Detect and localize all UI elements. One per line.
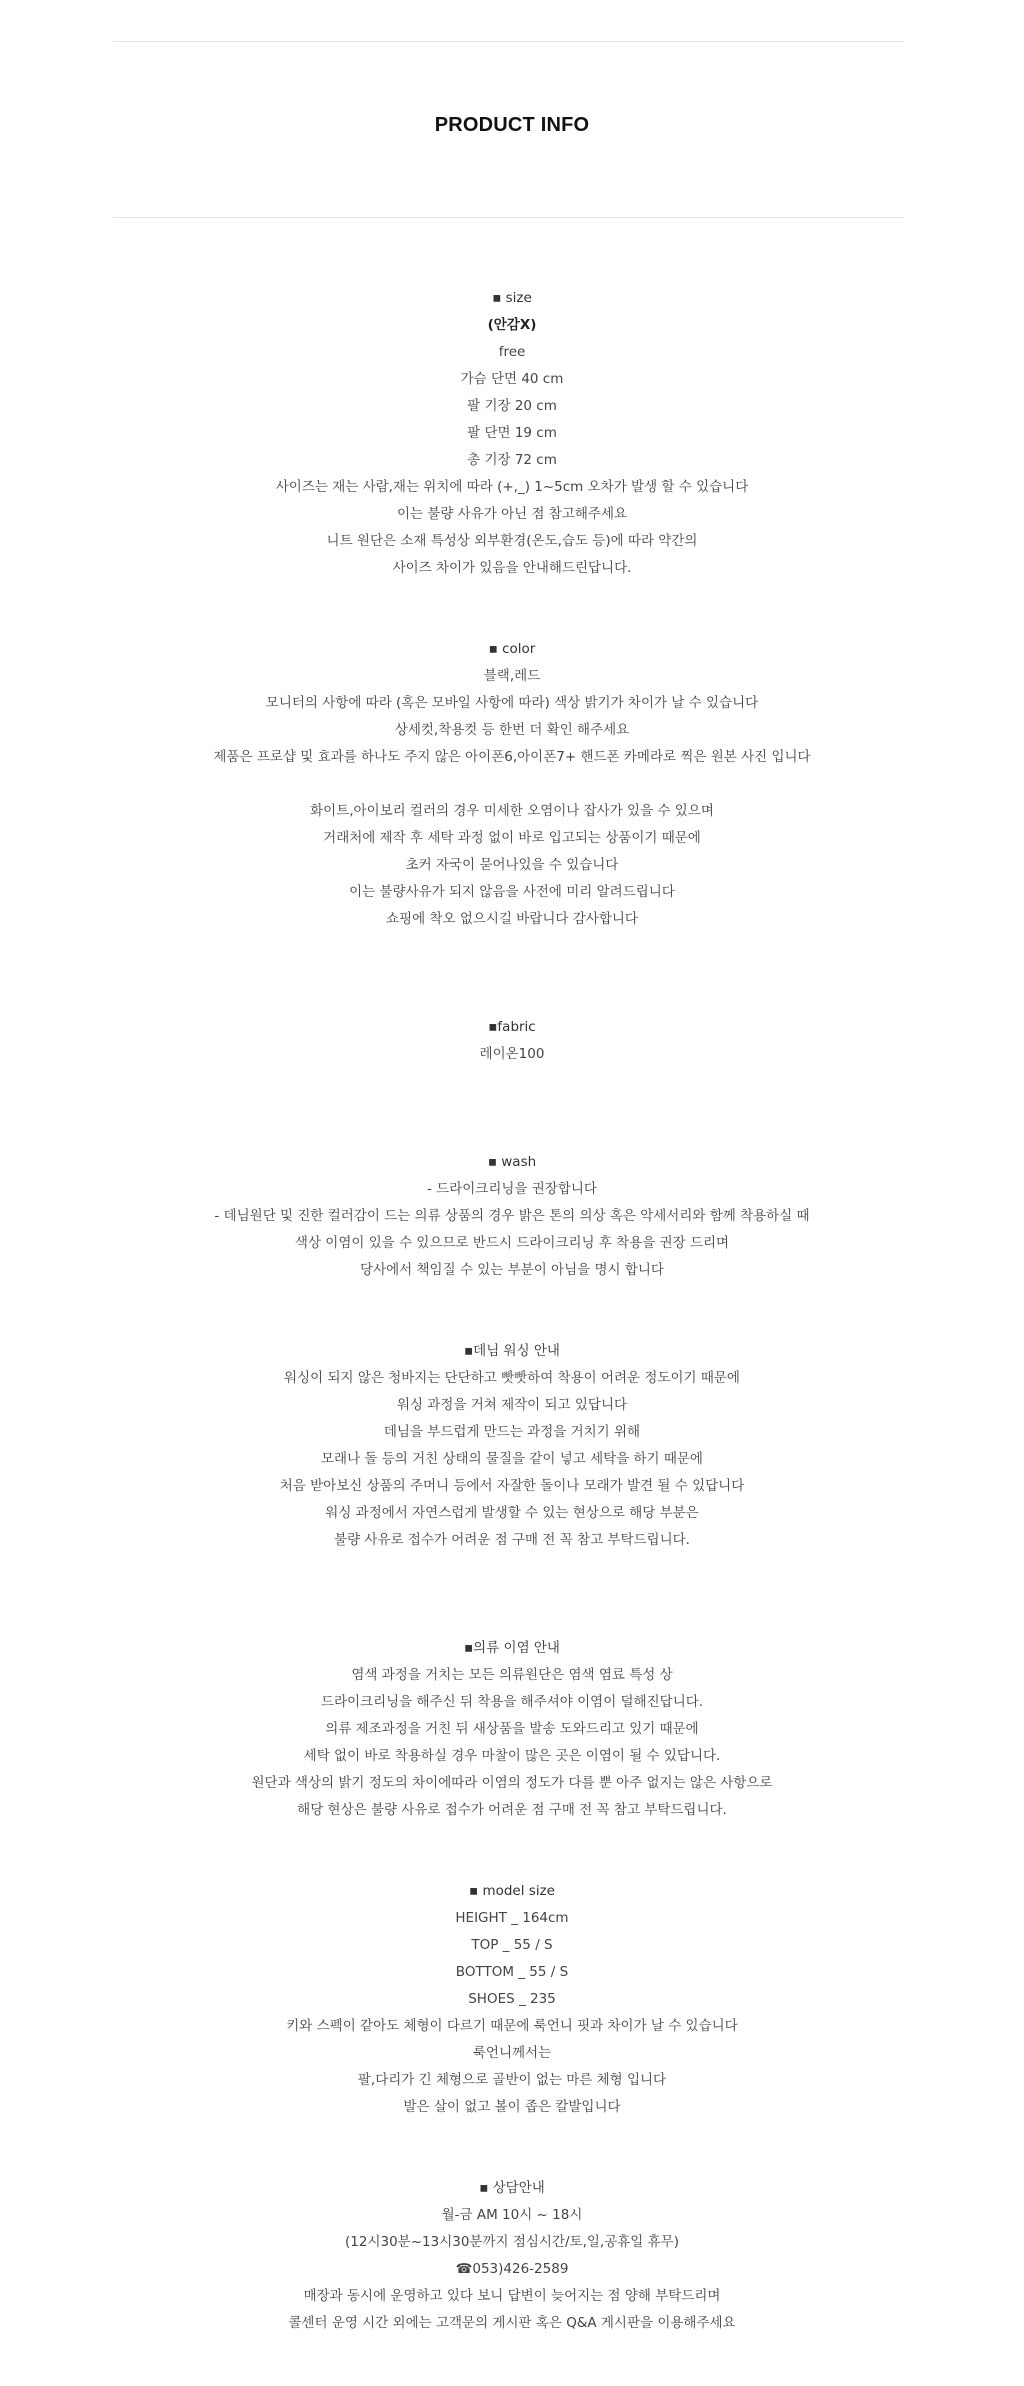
total-length: 총 기장 72 cm: [467, 452, 557, 468]
section-heading: ▪fabric: [488, 1019, 536, 1035]
text-line: 제품은 프로샵 및 효과를 하나도 주지 않은 아이폰6,아이폰7+ 핸드폰 카메라로 찍은 원본 사진 입니다: [213, 749, 811, 765]
section-heading: ▪ color: [488, 641, 536, 657]
text-line: 모니터의 사항에 따라 (혹은 모바일 사항에 따라) 색상 밝기가 차이가 날 수 있습니다: [265, 695, 759, 711]
model-shoe-size: SHOES _ 235: [468, 1991, 556, 2007]
size-section: [0, 285, 1024, 582]
text-line: 워싱이 되지 않은 청바지는 단단하고 빳빳하여 착용이 어려운 정도이기 때문에: [284, 1370, 740, 1386]
text-line: 색상 이염이 있을 수 있으므로 반드시 드라이크리닝 후 착용을 권장 드리며: [294, 1235, 730, 1251]
fabric-value: 레이온100: [479, 1046, 545, 1062]
contact-section: [0, 2175, 1024, 2337]
text-line: 룩언니께서는: [472, 2045, 552, 2061]
text-line: 해당 현상은 불량 사유로 접수가 어려운 점 구매 전 꼭 참고 부탁드립니다.: [297, 1802, 727, 1818]
text-line: 상세컷,착용컷 등 한번 더 확인 해주세요: [394, 722, 630, 738]
text-line: 사이즈 차이가 있음을 안내해드린답니다.: [392, 560, 632, 576]
text-line: 니트 원단은 소재 특성상 외부환경(온도,습도 등)에 따라 약간의: [326, 533, 698, 549]
section-heading: ▪ model size: [469, 1883, 555, 1899]
blank-line: [0, 771, 1024, 798]
text-line: 세탁 없이 바로 착용하실 경우 마찰이 많은 곳은 이염이 될 수 있답니다.: [303, 1748, 721, 1764]
top-divider: [113, 41, 904, 42]
text-line: 이는 불량사유가 되지 않음을 사전에 미리 알려드립니다: [349, 884, 675, 900]
phone-number: ☎053)426-2589: [455, 2261, 569, 2277]
section-heading: ▪ 상담안내: [479, 2180, 545, 2196]
section-heading: ▪ size: [492, 290, 532, 306]
lining-note: (안감X): [487, 317, 537, 333]
text-line: 초커 자국이 묻어나있을 수 있습니다: [405, 857, 619, 873]
text-line: 이는 불량 사유가 아닌 점 참고해주세요: [396, 506, 628, 522]
color-section: [0, 636, 1024, 933]
lunch-hours: (12시30분~13시30분까지 점심시간/토,일,공휴일 휴무): [345, 2234, 679, 2250]
model-size-section: [0, 1878, 1024, 2121]
section-heading: ▪ wash: [487, 1154, 537, 1170]
text-line: 데님을 부드럽게 만드는 과정을 거치기 위해: [383, 1424, 641, 1440]
text-line: - 데님원단 및 진한 컬러감이 드는 의류 상품의 경우 밝은 톤의 의상 혹은 악세서리와 함께 착용하실 때: [214, 1208, 810, 1224]
sleeve-width: 팔 단면 19 cm: [467, 425, 557, 441]
text-line: 모래나 돌 등의 거친 상태의 물질을 같이 넣고 세탁을 하기 때문에: [321, 1451, 703, 1467]
text-line: - 드라이크리닝을 권장합니다: [427, 1181, 597, 1197]
text-line: 워싱 과정에서 자연스럽게 발생할 수 있는 현상으로 해당 부분은: [325, 1505, 699, 1521]
title-bottom-divider: [113, 217, 904, 218]
text-line: 원단과 색상의 밝기 정도의 차이에따라 이염의 정도가 다를 뿐 아주 없지는 않은 사항으로: [251, 1775, 773, 1791]
text-line: 콜센터 운영 시간 외에는 고객문의 게시판 혹은 Q&A 게시판을 이용해주세요: [288, 2315, 736, 2331]
text-line: 거래처에 제작 후 세탁 과정 없이 바로 입고되는 상품이기 때문에: [323, 830, 701, 846]
product-info-content: [0, 285, 1024, 2337]
dye-transfer-section: [0, 1635, 1024, 1824]
text-line: 매장과 동시에 운영하고 있다 보니 답변이 늦어지는 점 양해 부탁드리며: [303, 2288, 721, 2304]
section-heading: ▪의류 이염 안내: [464, 1640, 560, 1656]
text-line: 팔,다리가 긴 체형으로 골반이 없는 마른 체형 입니다: [357, 2072, 667, 2088]
model-bottom-size: BOTTOM _ 55 / S: [455, 1964, 569, 1980]
text-line: 당사에서 책임질 수 있는 부분이 아님을 명시 합니다: [360, 1262, 664, 1278]
text-line: 염색 과정을 거치는 모든 의류원단은 염색 염료 특성 상: [351, 1667, 673, 1683]
wash-section: [0, 1149, 1024, 1284]
model-top-size: TOP _ 55 / S: [471, 1937, 553, 1953]
sleeve-length: 팔 기장 20 cm: [467, 398, 557, 414]
text-line: 워싱 과정을 거쳐 제작이 되고 있답니다: [396, 1397, 628, 1413]
color-value: 블랙,레드: [483, 668, 541, 684]
text-line: 사이즈는 재는 사람,재는 위치에 따라 (+,_) 1~5cm 오차가 발생 할 수 있습니다: [275, 479, 749, 495]
text-line: 불량 사유로 접수가 어려운 점 구매 전 꼭 참고 부탁드립니다.: [334, 1532, 690, 1548]
chest-width: 가슴 단면 40 cm: [460, 371, 564, 387]
section-heading: ▪데님 워싱 안내: [464, 1343, 560, 1359]
text-line: 드라이크리닝을 해주신 뒤 착용을 해주셔야 이염이 덜해진답니다.: [320, 1694, 704, 1710]
text-line: 발은 살이 없고 볼이 좁은 칼발입니다: [403, 2099, 621, 2115]
text-line: 의류 제조과정을 거친 뒤 새상품을 발송 도와드리고 있기 때문에: [325, 1721, 699, 1737]
text-line: 키와 스펙이 같아도 체형이 다르기 때문에 룩언니 핏과 차이가 날 수 있습니다: [286, 2018, 738, 2034]
page-title: PRODUCT INFO: [434, 114, 590, 136]
text-line: 처음 받아보신 상품의 주머니 등에서 자잘한 돌이나 모래가 발견 될 수 있답니다: [279, 1478, 745, 1494]
size-value: free: [498, 344, 526, 360]
denim-washing-section: [0, 1338, 1024, 1554]
fabric-section: [0, 1014, 1024, 1068]
business-hours: 월-금 AM 10시 ~ 18시: [441, 2207, 583, 2223]
model-height: HEIGHT _ 164cm: [455, 1910, 569, 1926]
text-line: 화이트,아이보리 컬러의 경우 미세한 오염이나 잡사가 있을 수 있으며: [310, 803, 714, 819]
text-line: 쇼핑에 착오 없으시길 바랍니다 감사합니다: [386, 911, 638, 927]
